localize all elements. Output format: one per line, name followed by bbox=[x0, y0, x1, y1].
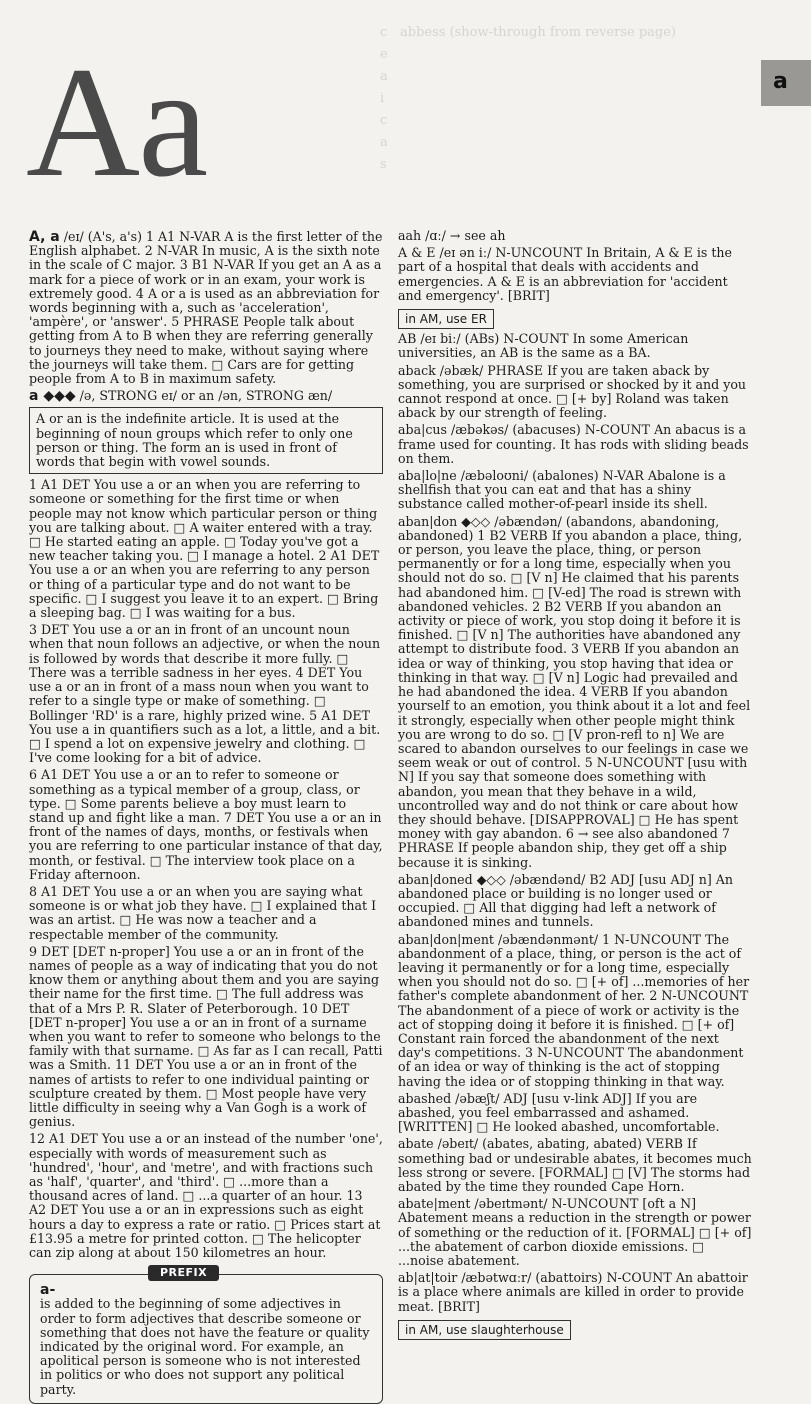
entry-aback: aback /əbæk/ PHRASE If you are taken aback by something, you are surprised or shocked by it and you cannot respond at once. □ [+ by] Roland was taken aback by our strength of feeling. bbox=[398, 362, 747, 421]
entry-abatement: abate|ment /əbeɪtmənt/ N-UNCOUNT [oft a N] Abatement means a reduction in the strength or power of something or the reduction of it. [FORMAL] □ [+ of] ...the abatement of carbon dioxide emissions. □ ...noise abatement. bbox=[398, 1196, 752, 1269]
prefix-definition: is added to the beginning of some adjectives in order to form adjectives that describe someone or something that does not have the feature or quality indicated by the original word. For example, an apolitical person is someone who is not interested in politics or who does not support any political party. bbox=[40, 1296, 370, 1397]
entry-aah: aah /ɑː/ → see ah bbox=[398, 228, 506, 243]
headword: a ◆◆◆ bbox=[29, 388, 76, 405]
definition: 1 A1 N-VAR A is the first letter of the English alphabet. 2 N-VAR In music, A is the sixth note in the scale of C major. 3 B1 N-VAR If you get an A as a mark for a piece of work or in an exam, your work is extremely good. 4 A or a is used as an abbreviation for words beginning with a, such as 'acceleration', 'ampère', or 'answer'. 5 PHRASE People talk about getting from A to B when they are referring generally to journeys they need to make, without saying where the journeys will take them. □ Cars are for getting people from A to B in maximum safety. bbox=[29, 229, 383, 387]
bleed-through-text: c e a i c a s bbox=[380, 25, 388, 172]
sense-block: 6 A1 DET You use a or an to refer to someone or something as a typical member of a group, class, or type. □ Some parents believe a boy must learn to stand up and fight like a man. 7 DET You use a or an in front of the names of days, months, or festivals when you are referring to one particular instance of that day, month, or festival. □ The interview took place on a Friday afternoon. bbox=[29, 767, 383, 882]
headword: A, a bbox=[29, 229, 60, 245]
bleed-through-text-right: abbess (show-through from reverse page) bbox=[400, 25, 676, 40]
left-column bbox=[29, 230, 383, 1404]
entry-A bbox=[29, 230, 383, 386]
entry-abacus: aba|cus /æbəkəs/ (abacuses) N-COUNT An abacus is a frame used for counting. It has rods with sliding beads on them. bbox=[398, 422, 749, 466]
entry-abashed: abashed /əbæʃt/ ADJ [usu v-link ADJ] If you are abashed, you feel embarrassed and ashamed. [WRITTEN] □ He looked abashed, uncomfortable. bbox=[398, 1090, 720, 1135]
sense-block: 9 DET [DET n-proper] You use a or an in front of the names of people as a way of indicating that you do not know them or anything about them and you are saying their name for the first time. □ The full address was that of a Mrs P. R. Slater of Peterborough. 10 DET [DET n-proper] You use a or an in front of a surname when you want to refer to someone who belongs to the family with that surname. □ As far as I can recall, Patti was a Smith. 11 DET You use a or an in front of the names of artists to refer to one individual painting or sculpture created by them. □ Most people have very little difficulty in seeing why a Van Gogh is a work of genius. bbox=[29, 943, 383, 1130]
prefix-headword: a- bbox=[40, 1282, 56, 1299]
regional-variant-box: in AM, use ER bbox=[398, 309, 494, 329]
entry-abandon: aban|don ◆◇◇ /əbændən/ (abandons, abandoning, abandoned) 1 B2 VERB If you abandon a place, thing, or person, you leave the place, thing, or person permanently or for a long time, especially when you should not do so. □ [V n] He claimed that his parents had abandoned him. □ [V-ed] The road is strewn with abandoned vehicles. 2 B2 VERB If you abandon an activity or piece of work, you stop doing it before it is finished. □ [V n] The authorities have abandoned any attempt to distribute food. 3 VERB If you abandon an idea or way of thinking, you stop having that idea or thinking in that way. □ [V n] Logic had prevailed and he had abandoned the idea. 4 VERB If you abandon yourself to an emotion, you think about it a lot and feel it strongly, especially when other people might think you are wrong to do so. □ [V pron-refl to n] We are scared to abandon ourselves to our feelings in case we seem weak or out of control. 5 N-UNCOUNT [usu with N] If you say that someone does something with abandon, you mean that they behave in a wild, uncontrolled way and do not think or care about how they should behave. [DISAPPROVAL] □ He has spent money with gay abandon. 6 → see also abandoned 7 PHRASE If people abandon ship, they get off a ship because it is sinking. bbox=[398, 513, 751, 870]
entry-a-and-e: A & E /eɪ ən iː/ N-UNCOUNT In Britain, A & E is the part of a hospital that deals with accidents and emergencies. A & E is an abbreviation for 'accident and emergency'. [BRIT] bbox=[398, 245, 732, 303]
regional-variant-box: in AM, use slaughterhouse bbox=[398, 1320, 571, 1340]
thumb-index-tab[interactable]: a bbox=[761, 60, 811, 106]
entry-abalone: aba|lo|ne /æbəloʊni/ (abalones) N-VAR Abalone is a shellfish that you can eat and that has a shiny substance called mother-of-pearl inside its shell. bbox=[398, 468, 726, 512]
usage-note-box: A or an is the indefinite article. It is used at the beginning of noun groups which refer to only one person or thing. The form an is used in front of words that begin with vowel sounds. bbox=[29, 407, 383, 474]
sense-block: 3 DET You use a or an in front of an uncount noun when that noun follows an adjective, or when the noun is followed by words that describe it more fully. □ There was a terrible sadness in her eyes. 4 DET You use a or an in front of a mass noun when you want to refer to a single type or make of something. □ Bollinger 'RD' is a rare, highly prized wine. 5 A1 DET You use a in quantifiers such as a lot, a little, and a bit. □ I spend a lot on expensive jewelry and clothing. □ I've come looking for a bit of advice. bbox=[29, 622, 381, 766]
entry-ab: AB /eɪ biː/ (ABs) N-COUNT In some American universities, an AB is the same as a BA. bbox=[398, 331, 689, 361]
entry-abate: abate /əbeɪt/ (abates, abating, abated) VERB If something bad or undesirable abates, it becomes much less strong or severe. [FORMAL] □ [V] The storms had abated by the time they rounded Cape Horn. bbox=[398, 1136, 752, 1194]
prefix-label: PREFIX bbox=[148, 1265, 219, 1281]
entry-abattoir: ab|at|toir /æbətwɑːr/ (abattoirs) N-COUNT An abattoir is a place where animals are killed in order to provide meat. [BRIT] bbox=[398, 1270, 748, 1314]
sense-block: 8 A1 DET You use a or an when you are saying what someone is or what job they have. □ I explained that I was an artist. □ He was now a teacher and a respectable member of the community. bbox=[29, 883, 377, 942]
pronunciation: /ə, STRONG eɪ/ or an /ən, STRONG æn/ bbox=[79, 388, 333, 404]
sense-block: 1 A1 DET You use a or an when you are referring to someone or something for the first time or when people may not know which particular person or thing you are talking about. □ A waiter entered with a tray. □ He started eating an apple. □ Today you've got a new teacher taking you. □ I manage a hotel. 2 A1 DET You use a or an when you are referring to any person or thing of a particular type and do not want to be specific. □ I suggest you leave it to an expert. □ Bring a sleeping bag. □ I was waiting for a bus. bbox=[29, 477, 380, 621]
sense-block: 12 A1 DET You use a or an instead of the number 'one', especially with words of measurement such as 'hundred', 'hour', and 'metre', and with fractions such as 'half', 'quarter', and 'third'. □ ...more than a thousand acres of land. □ ...a quarter of an hour. 13 A2 DET You use a or an in expressions such as eight hours a day to express a rate or ratio. □ Prices start at £13.95 a metre for printed cotton. □ The helicopter can zip along at about 150 kilometres an hour. bbox=[29, 1131, 383, 1261]
section-letter: Aa bbox=[26, 35, 207, 210]
entry-abandoned: aban|doned ◆◇◇ /əbændənd/ B2 ADJ [usu ADJ n] An abandoned place or building is no longer used or occupied. □ All that digging had left a network of abandoned mines and tunnels. bbox=[398, 871, 733, 930]
entry-abandonment: aban|don|ment /əbændənmənt/ 1 N-UNCOUNT The abandonment of a place, thing, or person is the act of leaving it permanently or for a long time, especially when you should not do so. □ [+ of] ...memories of her father's complete abandonment of her. 2 N-UNCOUNT The abandonment of a piece of work or activity is the act of stopping doing it before it is finished. □ [+ of] Constant rain forced the abandonment of the next day's competitions. 3 N-UNCOUNT The abandonment of an idea or way of thinking is the act of stopping having the idea or of stopping thinking in that way. bbox=[398, 931, 750, 1089]
right-column bbox=[398, 229, 752, 1343]
pronunciation: /eɪ/ (A's, a's) bbox=[63, 229, 143, 244]
prefix-box bbox=[29, 1266, 383, 1404]
entry-a-article bbox=[29, 389, 383, 403]
